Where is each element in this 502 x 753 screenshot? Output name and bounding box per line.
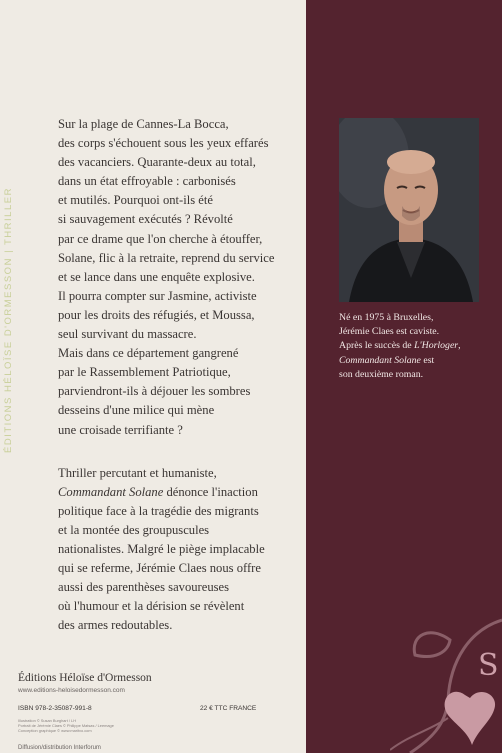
publisher-website[interactable]: www.editions-heloisedormesson.com	[18, 687, 125, 694]
blurb-line: des vacanciers. Quarante-deux au total,	[58, 155, 256, 170]
bio-line: Après le succès de	[339, 340, 415, 352]
author-portrait-illustration	[339, 118, 479, 302]
blurb-line: Il pourra compter sur Jasmine, activiste	[58, 288, 257, 303]
publisher-name: Éditions Héloïse d'Ormesson	[18, 672, 152, 684]
blurb-line: des corps s'échouent sous les yeux effarés	[58, 136, 269, 151]
blurb-line: et mutilés. Pourquoi ont-ils été	[58, 193, 213, 208]
blurb-lines	[58, 504, 265, 633]
price: 22 € TTC FRANCE	[200, 705, 257, 712]
credit-line: Portrait de Jérémie Claes © Philippe Matsas / Leemage	[18, 723, 114, 729]
blurb-line: qui se referme, Jérémie Claes nous offre	[58, 561, 261, 576]
blurb-line: où l'humour et la dérision se révèlent	[58, 599, 245, 614]
bio-line: Né en 1975 à Bruxelles,	[339, 312, 434, 323]
blurb-line: seul survivant du massacre.	[58, 327, 197, 342]
blurb-line: si sauvagement exécutés ? Révolté	[58, 212, 233, 227]
blurb-line: desseins d'une milice qui mène	[58, 403, 215, 418]
blurb-line: parviendront-ils à déjouer les sombres	[58, 384, 251, 399]
bio-punctuation: ,	[458, 340, 461, 352]
isbn: ISBN 978-2-35087-991-8	[18, 705, 92, 712]
bio-line: Jérémie Claes est caviste.	[339, 326, 440, 338]
blurb-line: Solane, flic à la retraite, reprend du service	[58, 250, 275, 265]
blurb-line: par le Rassemblement Patriotique,	[58, 365, 231, 380]
credit-line: Conception graphique © www.maritxo.com	[18, 728, 92, 734]
previous-book-title: L'Horloger	[414, 340, 459, 352]
blurb-line: pour les droits des réfugiés, et Moussa,	[58, 307, 255, 322]
book-blurb	[58, 115, 303, 635]
book-title-mention: Commandant Solane	[339, 354, 421, 366]
author-portrait	[339, 118, 479, 302]
distribution-info: Diffusion/distribution Interforum	[18, 745, 101, 751]
blurb-paragraph-2	[58, 464, 303, 636]
blurb-line: aussi des parenthèses savoureuses	[58, 580, 230, 595]
bio-line: son deuxième roman.	[339, 368, 424, 380]
blurb-line: dénonce l'inaction	[163, 484, 258, 499]
blurb-line: Thriller percutant et humaniste,	[58, 465, 217, 480]
credit-line: Illustration © Susan Burghart / LH	[18, 718, 77, 723]
blurb-line: dans un état effroyable : carbonisés	[58, 174, 236, 189]
image-credits	[18, 718, 218, 733]
blurb-line: une croisade terrifiante ?	[58, 422, 183, 437]
bio-line: est	[420, 354, 435, 366]
blurb-line: et la montée des groupuscules	[58, 522, 210, 537]
blurb-line: des armes redoutables.	[58, 618, 173, 633]
blurb-line: nationalistes. Malgré le piège implacable	[58, 541, 265, 556]
blurb-line: par ce drame que l'on cherche à étouffer,	[58, 231, 263, 246]
book-title-mention: Commandant Solane	[58, 484, 164, 499]
publisher-logo-ornament	[390, 600, 502, 753]
blurb-line: Mais dans ce département gangrené	[58, 346, 239, 361]
blurb-paragraph-1	[58, 115, 303, 440]
spine-label: ÉDITIONS HÉLOÏSE D'ORMESSON | THRILLER	[3, 187, 14, 453]
author-bio	[339, 311, 489, 382]
blurb-line: Sur la plage de Cannes-La Bocca,	[58, 117, 229, 131]
blurb-line: politique face à la tragédie des migrants	[58, 503, 259, 518]
ornament-letter: S	[478, 648, 499, 683]
blurb-line: et se lance dans une enquête explosive.	[58, 269, 255, 284]
